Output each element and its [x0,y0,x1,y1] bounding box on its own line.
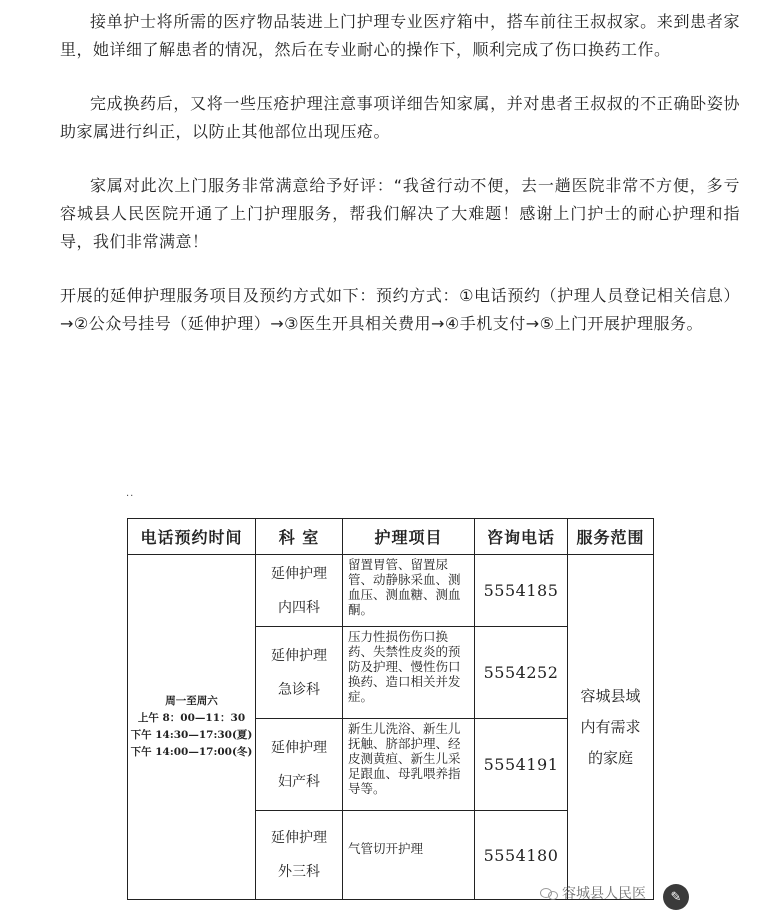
paragraph-1: 接单护士将所需的医疗物品装进上门护理专业医疗箱中，搭车前往王叔叔家。来到患者家里，她详细了解患者的情况，然后在专业耐心的操作下，顺利完成了伤口换药工作。 [60,12,740,59]
paragraph-3: 家属对此次上门服务非常满意给予好评：“我爸行动不便，去一趟医院非常不方便，多亏容城县人民医院开通了上门护理服务，帮我们解决了大难题！感谢上门护士的耐心护理和指导，我们非常满意！ [60,176,740,251]
table-header-row [128,519,654,555]
table-row [128,555,654,627]
scope-line-2: 内有需求 [580,717,641,736]
account-watermark [540,882,646,903]
time-morning: 上午 8：00—11：30 [137,712,246,724]
header-dept: 科 室 [256,519,343,555]
dept-cell [256,555,343,627]
phone-cell: 5554252 [475,627,568,719]
watermark-text: 容城县人民医 [562,885,646,902]
phone-cell: 5554191 [475,719,568,811]
paragraph-2: 完成换药后，又将一些压疮护理注意事项详细告知家属，并对患者王叔叔的不正确卧姿协助家属进行纠正，以防止其他部位出现压疮。 [60,94,740,141]
dept-label: 延伸护理 [271,565,327,582]
phone-cell: 5554180 [475,811,568,900]
time-afternoon-winter: 下午 14:00—17:00(冬) [130,746,253,758]
time-afternoon-summer: 下午 14:30—17:30(夏) [130,729,253,741]
paragraph-4: 开展的延伸护理服务项目及预约方式如下：预约方式：①电话预约（护理人员登记相关信息）→②公众号挂号（延伸护理）→③医生开具相关费用→④手机支付→⑤上门开展护理服务。 [60,286,740,333]
items-cell: 留置胃管、留置尿管、动静脉采血、测血压、测血糖、测血酮。 [343,555,475,627]
dept-name: 内四科 [278,599,320,616]
scope-line-3: 的家庭 [587,748,633,767]
dept-cell [256,811,343,900]
phone-cell: 5554185 [475,555,568,627]
service-table [127,518,654,900]
dept-cell [256,719,343,811]
time-days: 周一至周六 [165,695,218,707]
header-scope: 服务范围 [568,519,654,555]
items-cell: 压力性损伤伤口换药、失禁性皮炎的预防及护理、慢性伤口换药、造口相关并发症。 [343,627,475,719]
dept-name: 急诊科 [278,681,320,698]
header-items: 护理项目 [343,519,475,555]
wechat-logo-icon [540,886,558,900]
header-time: 电话预约时间 [128,519,256,555]
scope-cell [568,555,654,900]
scope-line-1: 容城县域 [580,686,641,705]
dept-label: 延伸护理 [271,647,327,664]
items-cell: 新生儿洗浴、新生儿抚触、脐部护理、经皮测黄疸、新生儿采足跟血、母乳喂养指导等。 [343,719,475,811]
header-phone: 咨询电话 [475,519,568,555]
items-cell: 气管切开护理 [343,811,475,900]
dept-label: 延伸护理 [271,830,327,846]
dept-name: 外三科 [278,864,320,880]
image-caption-dots: .. [126,488,135,499]
dept-name: 妇产科 [278,773,320,790]
edit-icon[interactable]: ✎ [663,884,689,910]
time-cell [128,555,256,900]
dept-cell [256,627,343,719]
article-body [60,8,740,364]
dept-label: 延伸护理 [271,739,327,756]
